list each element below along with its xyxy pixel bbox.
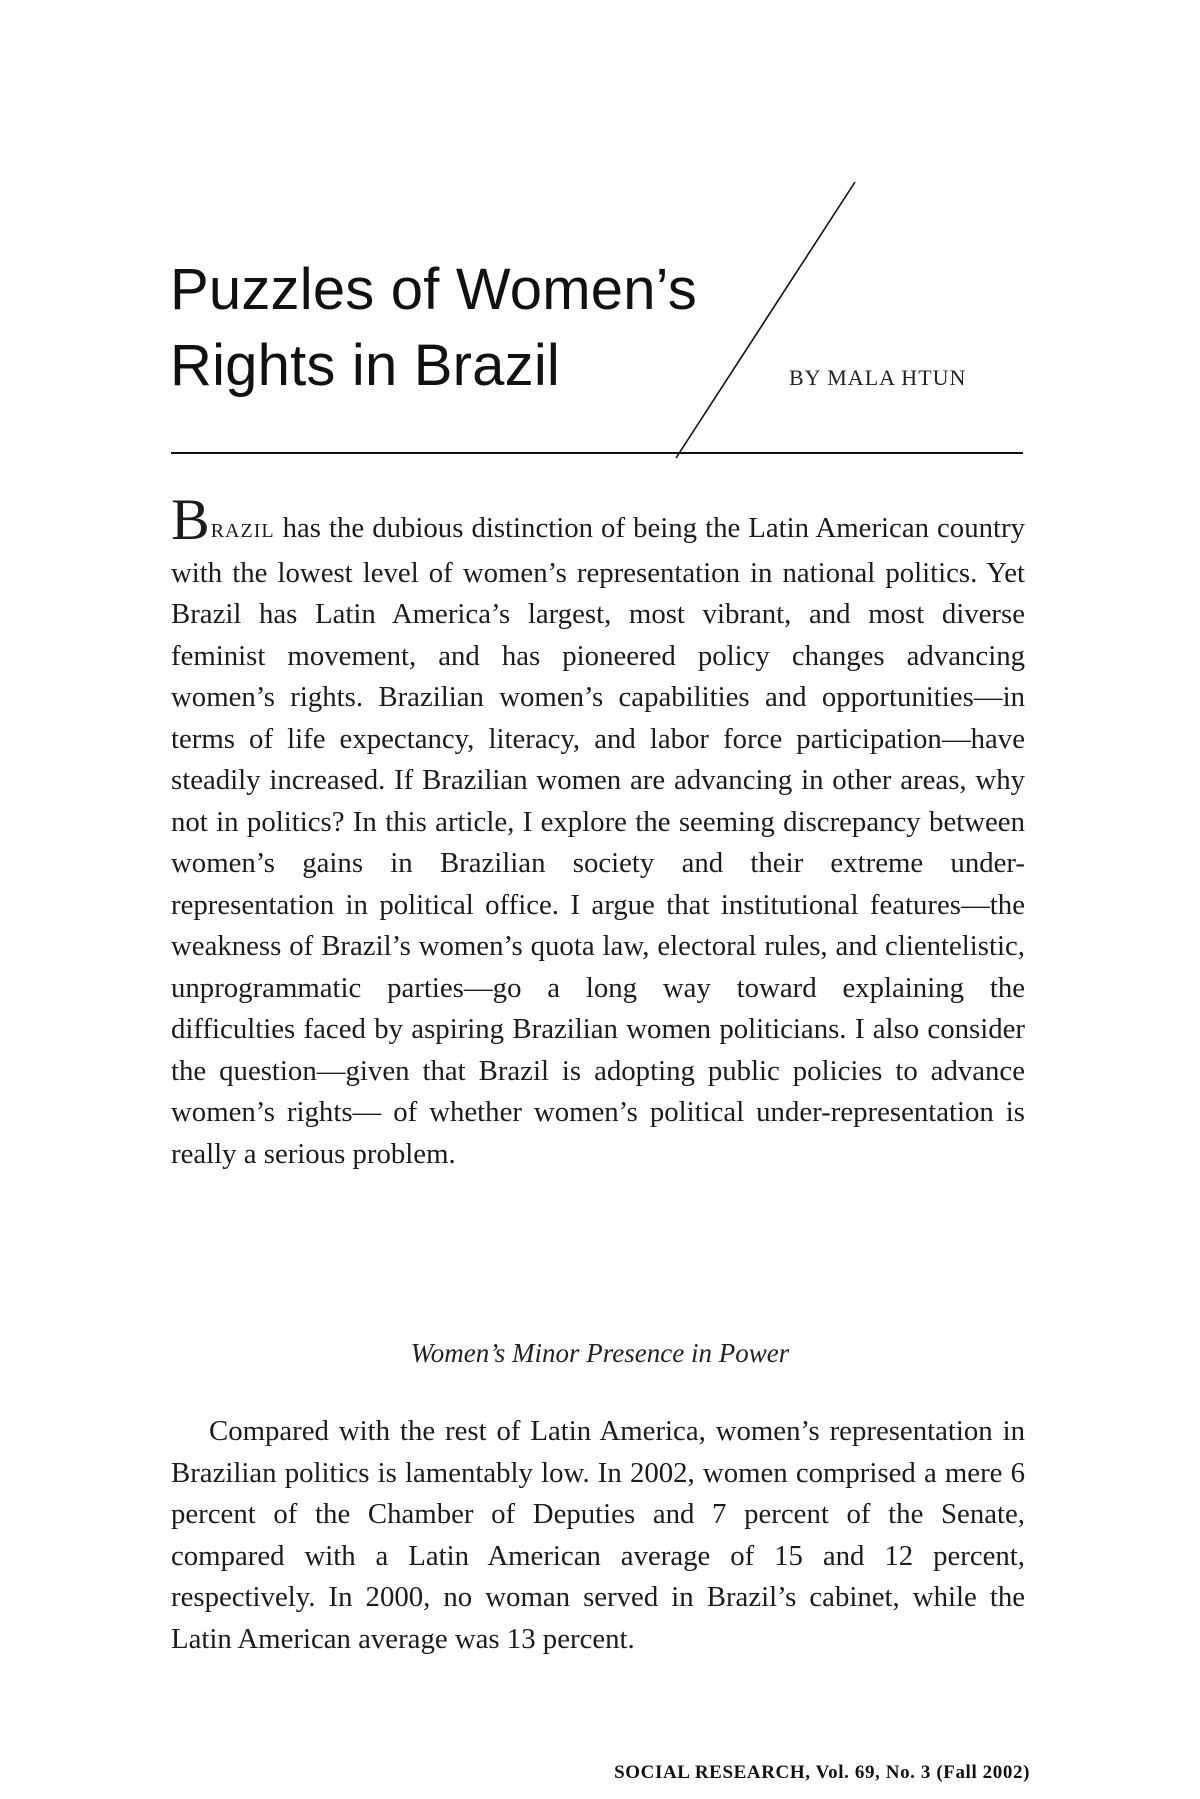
drop-cap: B — [171, 487, 210, 552]
intro-paragraph-text: has the dubious distinction of being the Latin American country with the lowest level of women’s representation in national politics. Yet Brazil has Latin America’s largest, most vibrant, and most diverse feminist movement, and has pioneered policy changes advancing women’s rights. Brazilian women’s capabilities and opportunities—in terms of life expectancy, literacy, and labor force participation—have steadily increased. If Brazilian women are advancing in other areas, why not in politics? In this article, I explore the seeming discrepancy between women’s gains in Brazilian society and their extreme under-representation in political office. I argue that institutional features—the weakness of Brazil’s women’s quota law, electoral rules, and clientelistic, unprogrammatic parties—go a long way toward explaining the difficulties faced by aspiring Brazilian women politicians. I also consider the question—given that Brazil is adopting public policies to advance women’s rights— of whether women’s political under-representation is really a serious problem. — [171, 512, 1025, 1170]
title-rule — [171, 452, 1023, 454]
intro-paragraph — [171, 487, 1025, 1175]
title-line-2: Rights in Brazil — [170, 333, 560, 398]
section-paragraph: Compared with the rest of Latin America, women’s representation in Brazilian politics is lamentably low. In 2002, women comprised a mere 6 percent of the Chamber of Deputies and 7 percent of the Senate, compared with a Latin American average of 15 and 12 percent, respectively. In 2000, no woman served in Brazil’s cabinet, while the Latin American average was 13 percent. — [171, 1415, 1025, 1655]
section-heading: Women’s Minor Presence in Power — [410, 1338, 790, 1368]
author-byline: BY MALA HTUN — [789, 365, 967, 390]
journal-citation: SOCIAL RESEARCH, Vol. 69, No. 3 (Fall 2002) — [614, 1762, 1030, 1783]
lead-smallcaps: RAZIL — [210, 520, 275, 542]
title-line-1: Puzzles of Women’s — [170, 257, 697, 322]
title-slash-divider — [0, 0, 1200, 470]
